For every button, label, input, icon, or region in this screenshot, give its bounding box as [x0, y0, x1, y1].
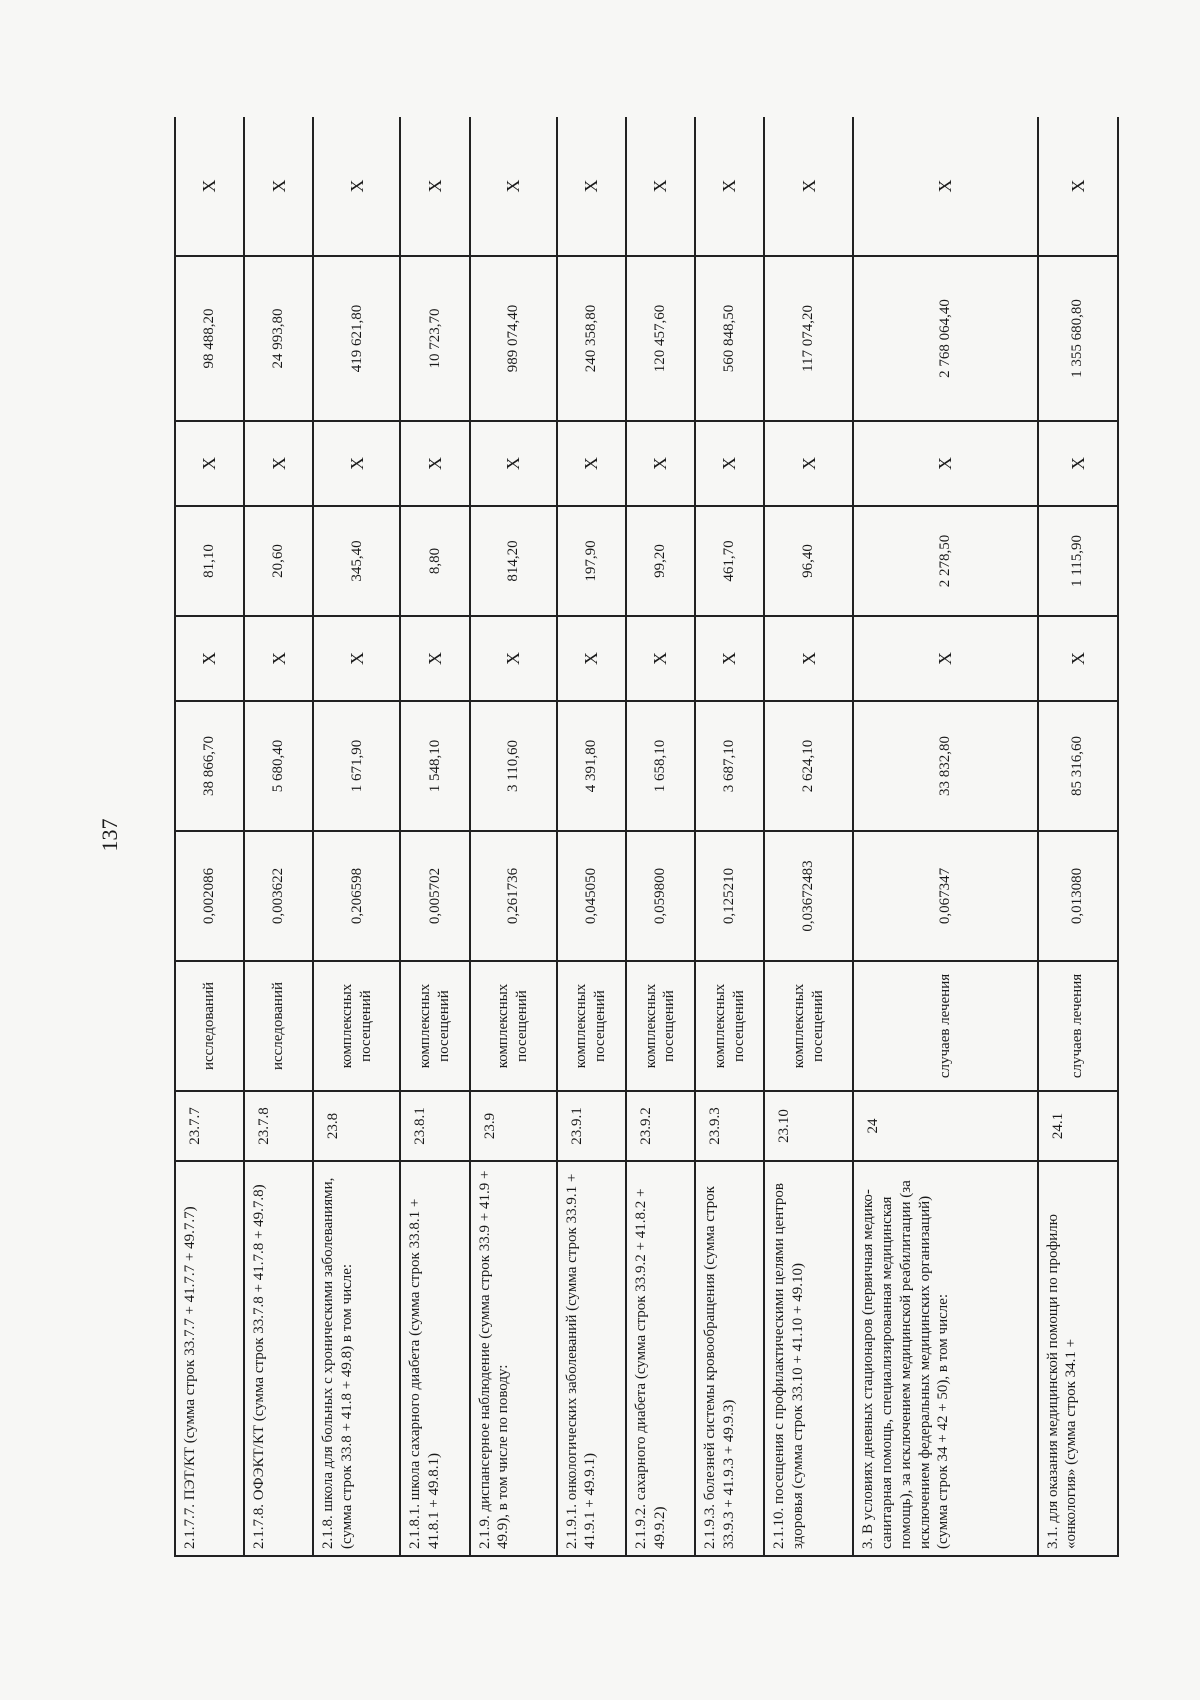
- row-code: 24: [853, 1091, 1037, 1161]
- row-label: 3. В условиях дневных стационаров (первичная медико-санитарная помощь, специализированная медицинская помощь), за исключением медицинской реабилитации (за исключением федеральных медицинских организаций) (сумма строк 34 + 42 + 50), в том числе:: [853, 1161, 1037, 1556]
- row-total: 117 074,20: [764, 256, 853, 421]
- row-code: 23.7.8: [244, 1091, 313, 1161]
- row-col10-x: Х: [244, 117, 313, 256]
- row-norm: 0,005702: [400, 831, 469, 961]
- row-col6-x: Х: [313, 616, 400, 701]
- row-cost: 5 680,40: [244, 701, 313, 831]
- row-cost: 3 110,60: [470, 701, 557, 831]
- row-norm: 0,045050: [557, 831, 626, 961]
- row-norm: 0,003622: [244, 831, 313, 961]
- row-col8-x: Х: [1038, 421, 1118, 506]
- row-label: 2.1.7.7. ПЭТ/КТ (сумма строк 33.7.7 + 41.7.7 + 49.7.7): [175, 1161, 244, 1556]
- row-code: 23.9.1: [557, 1091, 626, 1161]
- row-col6-x: Х: [695, 616, 764, 701]
- table-row: [557, 117, 626, 1556]
- row-cost: 1 548,10: [400, 701, 469, 831]
- row-norm: 0,125210: [695, 831, 764, 961]
- table-row: [764, 117, 853, 1556]
- row-col6-x: Х: [1038, 616, 1118, 701]
- row-code: 23.9.3: [695, 1091, 764, 1161]
- table-row: [313, 117, 400, 1556]
- row-unit: исследований: [175, 961, 244, 1091]
- row-per-capita: 345,40: [313, 506, 400, 616]
- row-per-capita: 814,20: [470, 506, 557, 616]
- row-col10-x: Х: [764, 117, 853, 256]
- table-row: [400, 117, 469, 1556]
- row-total: 24 993,80: [244, 256, 313, 421]
- row-per-capita: 99,20: [626, 506, 695, 616]
- row-cost: 2 624,10: [764, 701, 853, 831]
- row-norm: 0,261736: [470, 831, 557, 961]
- row-cost: 85 316,60: [1038, 701, 1118, 831]
- row-per-capita: 96,40: [764, 506, 853, 616]
- table-row: [853, 117, 1037, 1556]
- document-table-frame: [174, 117, 1119, 1557]
- row-unit: комплексных посещений: [470, 961, 557, 1091]
- row-total: 2 768 064,40: [853, 256, 1037, 421]
- row-norm: 0,206598: [313, 831, 400, 961]
- row-col8-x: Х: [313, 421, 400, 506]
- row-label: 2.1.9.2. сахарного диабета (сумма строк 33.9.2 + 41.8.2 + 49.9.2): [626, 1161, 695, 1556]
- row-unit: случаев лечения: [1038, 961, 1118, 1091]
- row-col8-x: Х: [557, 421, 626, 506]
- row-label: 2.1.9.3. болезней системы кровообращения (сумма строк 33.9.3 + 41.9.3 + 49.9.3): [695, 1161, 764, 1556]
- row-per-capita: 197,90: [557, 506, 626, 616]
- row-label: 2.1.8.1. школа сахарного диабета (сумма строк 33.8.1 + 41.8.1 + 49.8.1): [400, 1161, 469, 1556]
- table-body: [175, 117, 1118, 1556]
- row-cost: 38 866,70: [175, 701, 244, 831]
- row-per-capita: 8,80: [400, 506, 469, 616]
- row-col8-x: Х: [400, 421, 469, 506]
- row-col6-x: Х: [175, 616, 244, 701]
- row-col6-x: Х: [557, 616, 626, 701]
- page-number: 137: [97, 818, 122, 852]
- row-per-capita: 2 278,50: [853, 506, 1037, 616]
- row-norm: 0,013080: [1038, 831, 1118, 961]
- row-col8-x: Х: [853, 421, 1037, 506]
- row-col8-x: Х: [695, 421, 764, 506]
- table-row: [626, 117, 695, 1556]
- row-cost: 33 832,80: [853, 701, 1037, 831]
- row-col10-x: Х: [626, 117, 695, 256]
- row-label: 2.1.10. посещения с профилактическими целями центров здоровья (сумма строк 33.10 + 41.10 + 49.10): [764, 1161, 853, 1556]
- row-col10-x: Х: [400, 117, 469, 256]
- row-norm: 0,067347: [853, 831, 1037, 961]
- row-code: 24.1: [1038, 1091, 1118, 1161]
- row-unit: случаев лечения: [853, 961, 1037, 1091]
- row-col8-x: Х: [764, 421, 853, 506]
- row-per-capita: 461,70: [695, 506, 764, 616]
- row-col6-x: Х: [244, 616, 313, 701]
- row-cost: 1 658,10: [626, 701, 695, 831]
- row-col8-x: Х: [626, 421, 695, 506]
- row-col10-x: Х: [695, 117, 764, 256]
- row-col6-x: Х: [853, 616, 1037, 701]
- row-total: 419 621,80: [313, 256, 400, 421]
- table-row: [1038, 117, 1118, 1556]
- row-label: 2.1.9. диспансерное наблюдение (сумма строк 33.9 + 41.9 + 49.9), в том числе по поводу:: [470, 1161, 557, 1556]
- row-unit: комплексных посещений: [313, 961, 400, 1091]
- table-row: [244, 117, 313, 1556]
- row-cost: 3 687,10: [695, 701, 764, 831]
- row-unit: комплексных посещений: [695, 961, 764, 1091]
- row-code: 23.9: [470, 1091, 557, 1161]
- row-unit: комплексных посещений: [557, 961, 626, 1091]
- row-total: 1 355 680,80: [1038, 256, 1118, 421]
- financing-table: [174, 117, 1119, 1557]
- row-total: 10 723,70: [400, 256, 469, 421]
- row-label: 2.1.9.1. онкологических заболеваний (сумма строк 33.9.1 + 41.9.1 + 49.9.1): [557, 1161, 626, 1556]
- row-norm: 0,03672483: [764, 831, 853, 961]
- row-code: 23.7.7: [175, 1091, 244, 1161]
- row-col10-x: Х: [175, 117, 244, 256]
- row-label: 3.1. для оказания медицинской помощи по профилю «онкология» (сумма строк 34.1 +: [1038, 1161, 1118, 1556]
- row-unit: комплексных посещений: [400, 961, 469, 1091]
- row-col10-x: Х: [470, 117, 557, 256]
- row-col6-x: Х: [470, 616, 557, 701]
- row-norm: 0,002086: [175, 831, 244, 961]
- row-code: 23.9.2: [626, 1091, 695, 1161]
- row-code: 23.8.1: [400, 1091, 469, 1161]
- row-col10-x: Х: [557, 117, 626, 256]
- row-total: 989 074,40: [470, 256, 557, 421]
- row-per-capita: 1 115,90: [1038, 506, 1118, 616]
- row-unit: исследований: [244, 961, 313, 1091]
- row-per-capita: 20,60: [244, 506, 313, 616]
- table-row: [470, 117, 557, 1556]
- row-unit: комплексных посещений: [626, 961, 695, 1091]
- row-code: 23.8: [313, 1091, 400, 1161]
- row-total: 98 488,20: [175, 256, 244, 421]
- row-per-capita: 81,10: [175, 506, 244, 616]
- row-col6-x: Х: [626, 616, 695, 701]
- row-label: 2.1.7.8. ОФЭКТ/КТ (сумма строк 33.7.8 + 41.7.8 + 49.7.8): [244, 1161, 313, 1556]
- row-unit: комплексных посещений: [764, 961, 853, 1091]
- row-total: 560 848,50: [695, 256, 764, 421]
- row-code: 23.10: [764, 1091, 853, 1161]
- row-col10-x: Х: [1038, 117, 1118, 256]
- row-total: 120 457,60: [626, 256, 695, 421]
- row-col8-x: Х: [470, 421, 557, 506]
- row-label: 2.1.8. школа для больных с хроническими заболеваниями, (сумма строк 33.8 + 41.8 + 49.8) в том числе:: [313, 1161, 400, 1556]
- row-col6-x: Х: [400, 616, 469, 701]
- row-col8-x: Х: [175, 421, 244, 506]
- row-col10-x: Х: [853, 117, 1037, 256]
- table-row: [695, 117, 764, 1556]
- row-norm: 0,059800: [626, 831, 695, 961]
- rotated-table-container: [174, 117, 1119, 1557]
- row-total: 240 358,80: [557, 256, 626, 421]
- table-row: [175, 117, 244, 1556]
- row-col10-x: Х: [313, 117, 400, 256]
- row-col6-x: Х: [764, 616, 853, 701]
- row-col8-x: Х: [244, 421, 313, 506]
- row-cost: 4 391,80: [557, 701, 626, 831]
- row-cost: 1 671,90: [313, 701, 400, 831]
